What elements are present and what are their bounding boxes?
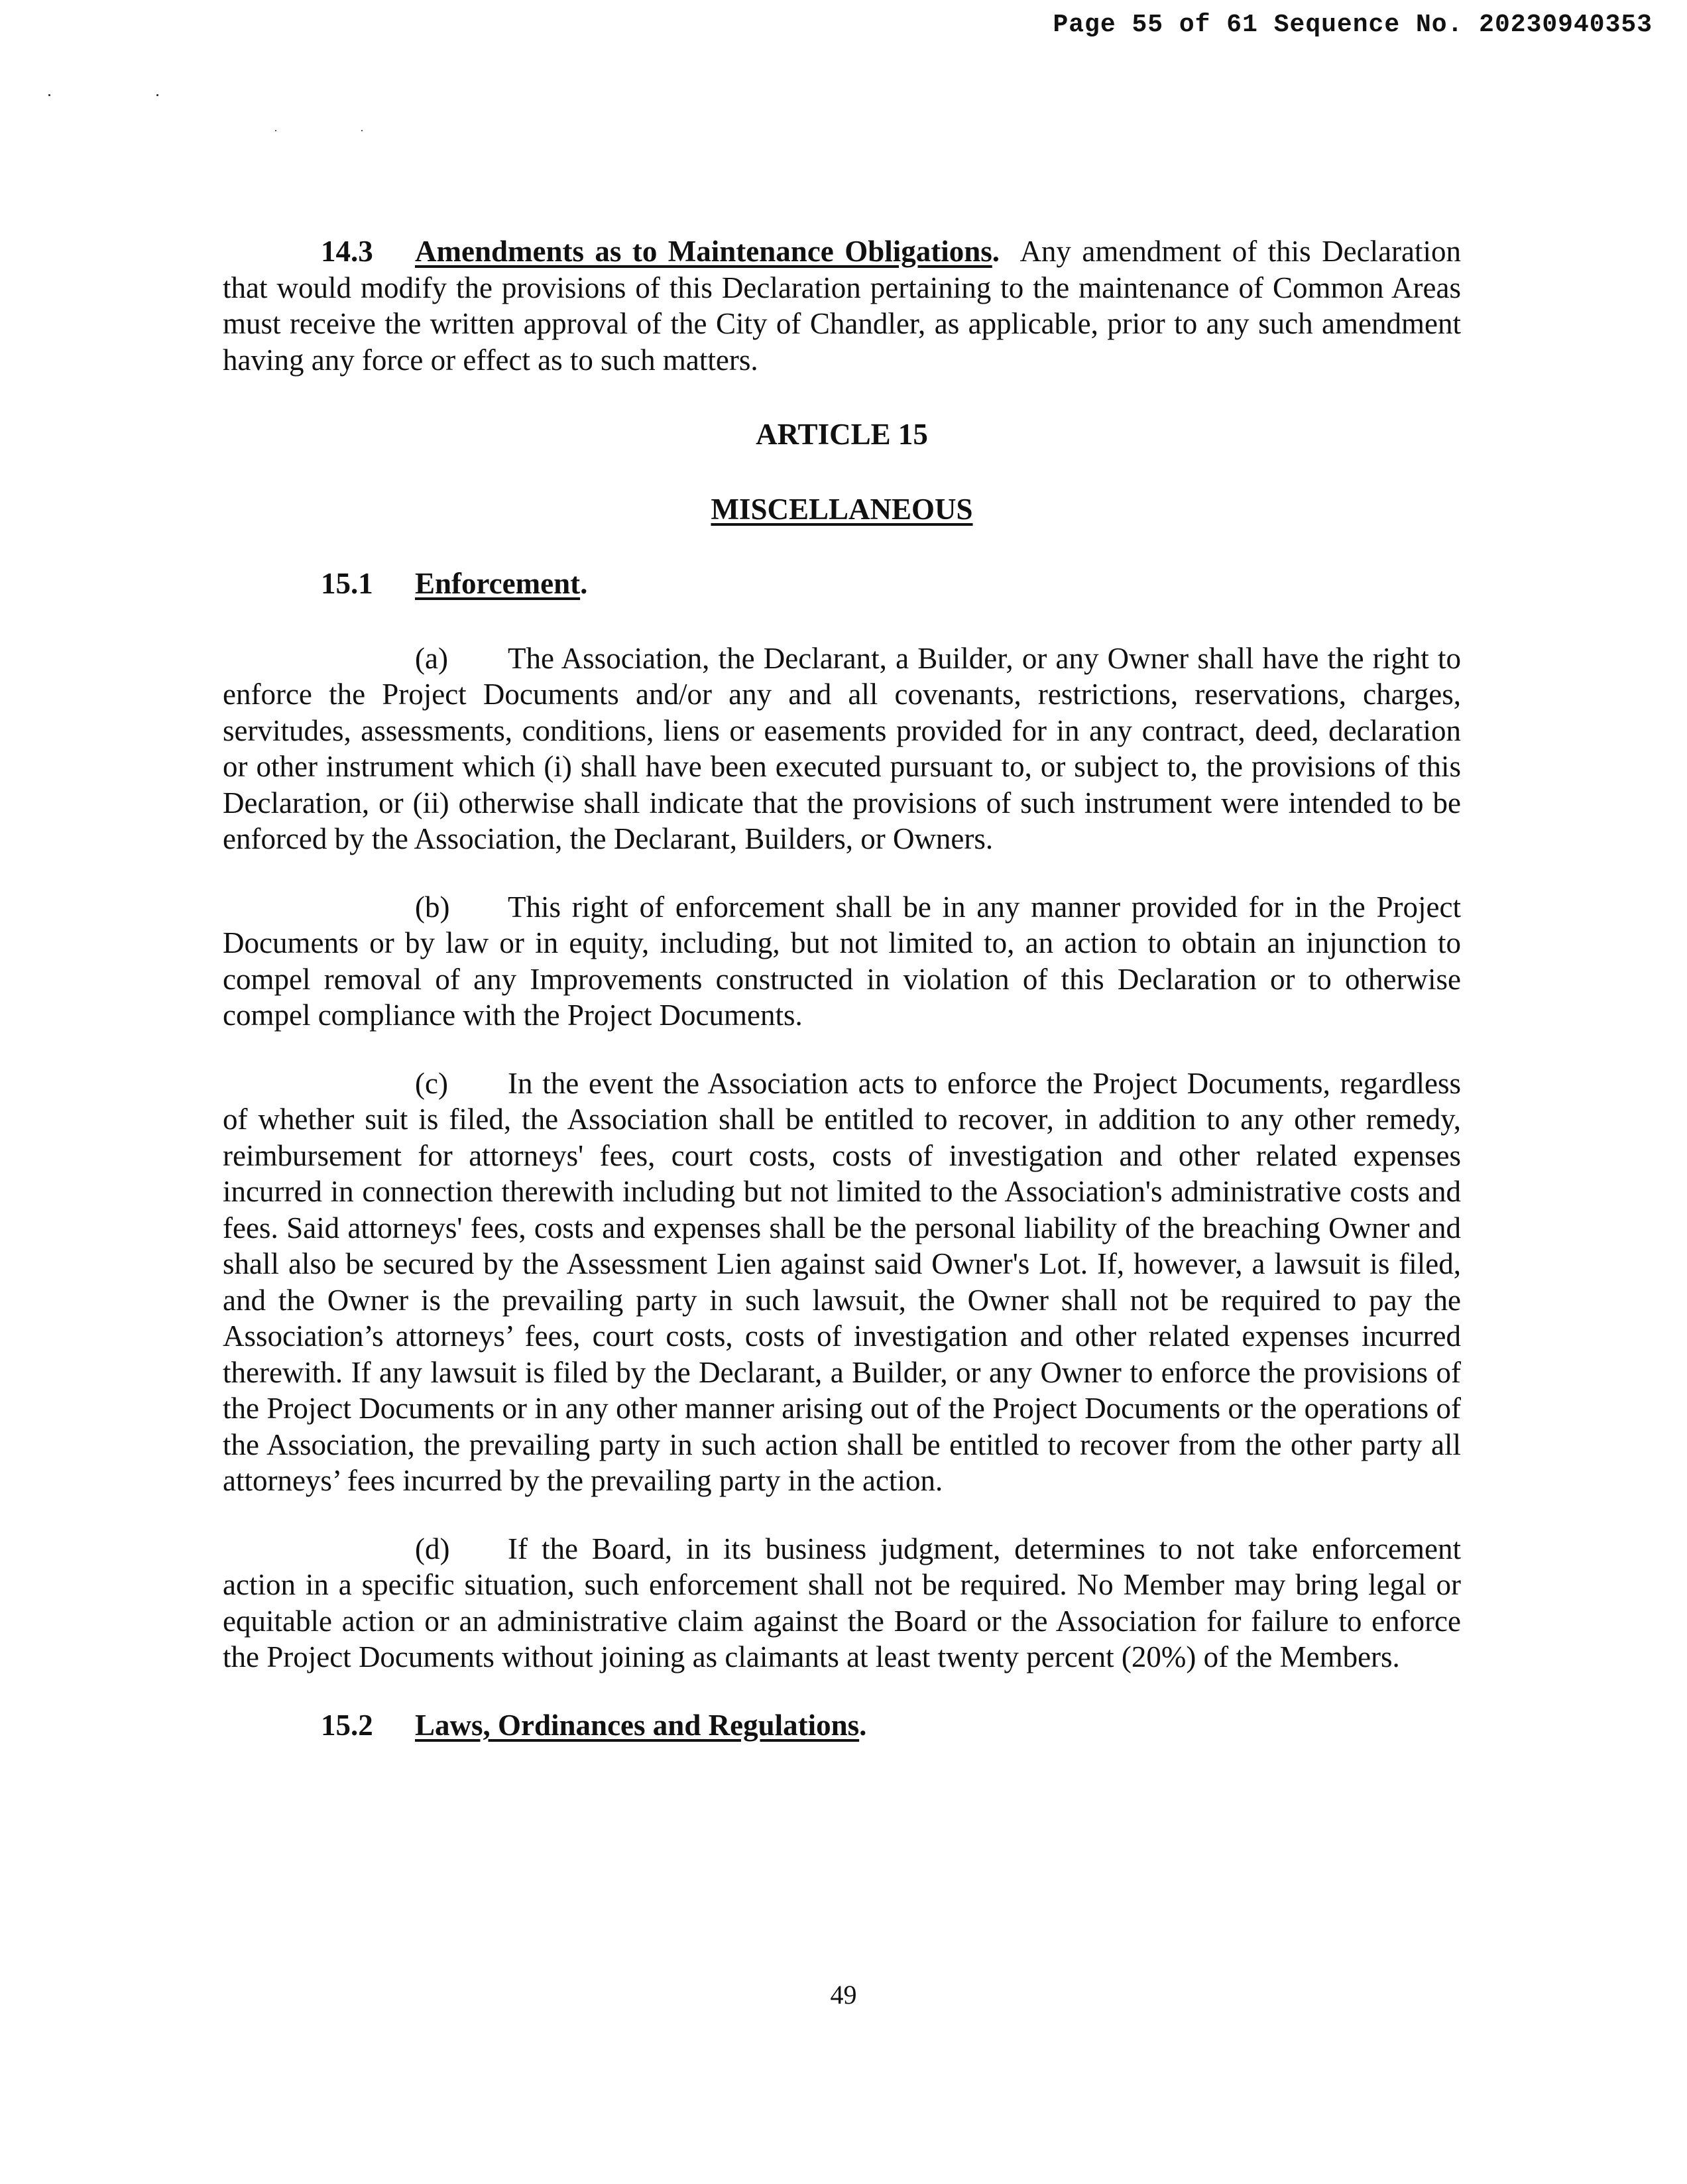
section-title-period: .: [859, 1708, 867, 1742]
section-title: Amendments as to Maintenance Obligations: [415, 235, 992, 268]
page-number: 49: [830, 1980, 857, 2010]
subsection-text: In the event the Association acts to enforce the Project Documents, regardless of whether suit is filed, the Association shall be entitled to recover, in addition to any other remedy, reimbursement for attorneys' fees, court costs, costs of investigation and other related expenses incurred in connection therewith including but not limited to the Association's administrative costs and fees. Said attorneys' fees, costs and expenses shall be the personal liability of the breaching Owner and shall also be secured by the Assessment Lien against said Owner's Lot. If, however, a lawsuit is filed, and the Owner is the prevailing party in such lawsuit, the Owner shall not be required to pay the Association’s attorneys’ fees, court costs, costs of investigation and other related expenses incurred therewith. If any lawsuit is filed by the Declarant, a Builder, or any Owner to enforce the provisions of the Project Documents or in any other manner arising out of the Project Documents or the operations of the Association, the prevailing party in such action shall be entitled to recover from the other party all attorneys’ fees incurred by the prevailing party in the action.: [223, 1066, 1461, 1497]
section-number: 15.1: [321, 567, 373, 600]
subsection-text: The Association, the Declarant, a Builder, or any Owner shall have the right to enforce the Project Documents and/or any and all covenants, restrictions, reservations, charges, servitudes, assessments, conditions, liens or easements provided for in any contract, deed, declaration or other instrument which (i) shall have been executed pursuant to, or subject to, the provisions of this Declaration, or (ii) otherwise shall indicate that the provisions of such instrument were intended to be enforced by the Association, the Declarant, Builders, or Owners.: [223, 641, 1461, 855]
section-15-1-heading: [223, 566, 1461, 602]
subsection-label: (b): [415, 890, 450, 924]
section-title-period: .: [992, 235, 1000, 268]
subsection-label: (d): [415, 1532, 450, 1565]
subsection-c: [223, 1065, 1461, 1499]
scan-speck: [361, 130, 363, 131]
subsection-label: (c): [415, 1066, 448, 1100]
scan-speck: [156, 94, 158, 96]
subsection-label: (a): [415, 641, 448, 675]
scan-speck: [48, 94, 50, 96]
section-number: 15.2: [321, 1708, 373, 1742]
section-title-period: .: [580, 567, 588, 600]
section-title: Laws, Ordinances and Regulations: [415, 1708, 860, 1742]
document-body: [223, 233, 1461, 1743]
subsection-d: [223, 1531, 1461, 1675]
subsection-text: If the Board, in its business judgment, determines to not take enforcement action in a specific situation, such enforcement shall not be required. No Member may bring legal or equitable action or an administrative claim against the Board or the Association for failure to enforce the Project Documents without joining as claimants at least twenty percent (20%) of the Members.: [223, 1532, 1461, 1673]
subsection-a: [223, 640, 1461, 857]
page-sequence-stamp: Page 55 of 61 Sequence No. 20230940353: [1053, 11, 1653, 39]
scan-speck: [275, 130, 276, 131]
section-text: Any amendment of this Declaration that would modify the provisions of this Declaration pertaining to the maintenance of Common Areas must receive the written approval of the City of Chandler, as applicable, prior to any such amendment having any force or effect as to such matters.: [223, 235, 1462, 377]
section-title: Enforcement: [415, 567, 581, 600]
article-heading: ARTICLE 15: [756, 418, 928, 451]
article-title: MISCELLANEOUS: [711, 492, 973, 526]
subsection-b: [223, 889, 1461, 1034]
section-number: 14.3: [321, 235, 373, 268]
section-14-3: [223, 233, 1461, 378]
section-15-2-heading: [223, 1707, 1461, 1744]
subsection-text: This right of enforcement shall be in any manner provided for in the Project Documents or by law or in equity, including, but not limited to, an action to obtain an injunction to compel removal of any Improvements constructed in violation of this Declaration or to otherwise compel compliance with the Project Documents.: [223, 890, 1461, 1032]
